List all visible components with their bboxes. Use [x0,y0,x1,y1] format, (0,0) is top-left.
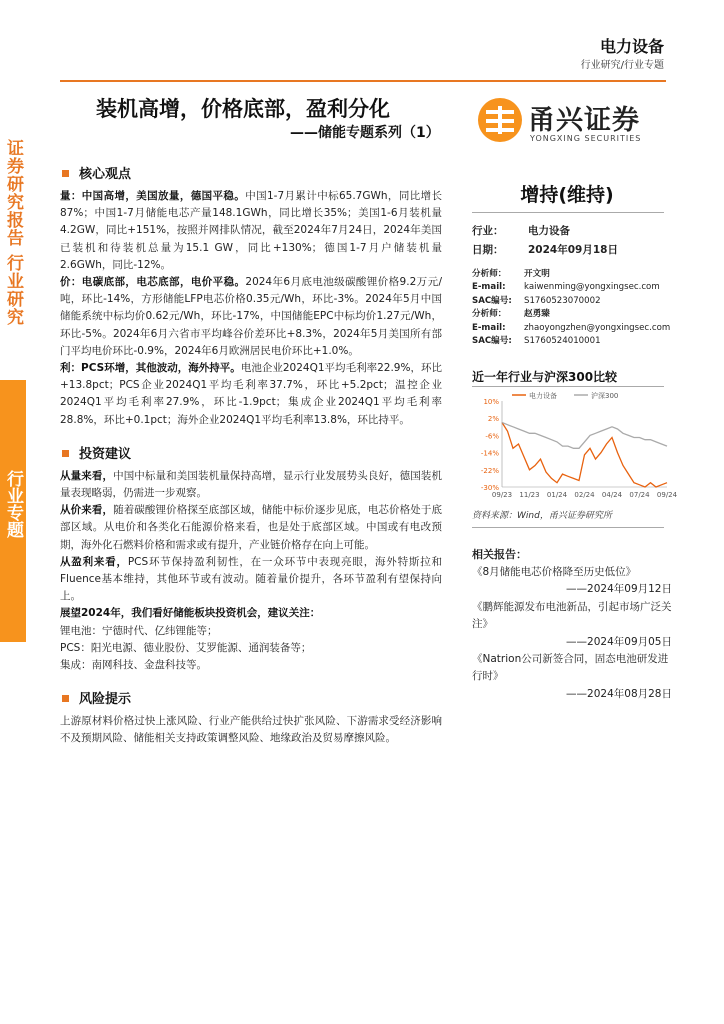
y-tick-label: 2% [487,415,499,424]
related-heading: 相关报告： [472,548,527,561]
related-list [472,564,672,703]
header-subtitle: 行业研究/行业专题 [580,60,664,71]
risk-heading: 风险提示 [60,688,442,707]
company-logo [470,90,670,150]
series-line-1 [502,423,667,449]
x-tick-label: 02/24 [574,491,595,499]
divider [472,386,664,387]
legend-label: 电力设备 [529,392,557,400]
x-tick-label: 01/24 [546,491,568,499]
y-tick-label: -30% [480,484,499,492]
divider [472,212,664,213]
related-date: ——2024年09月05日 [566,635,672,648]
chart-title: 近一年行业与沪深300比较 [472,370,618,384]
analyst-email[interactable]: zhaoyongzhen@yongxingsec.com [524,322,671,333]
risk-text: 上游原材料价格过快上涨风险、行业产能供给过快扩张风险、下游需求受经济影响不及预期风险、储能相关支持政策调整风险、地缘政治及贸易摩擦风险。 [60,715,442,745]
x-tick-label: 11/23 [519,491,540,499]
y-tick-label: -6% [485,432,499,441]
pick-item: PCS：阳光电源、德业股份、艾罗能源、通润装备等； [60,641,312,654]
y-tick-label: -14% [480,449,499,458]
header-rule [60,80,666,82]
bullet-square-icon [62,695,69,702]
related-item[interactable]: 《8月储能电芯价格降至历史低位》 [472,566,637,578]
bullet-square-icon [62,170,69,177]
report-subtitle: ——储能专题系列（1） [290,125,440,141]
logo-english: YONGXING SECURITIES [530,134,642,143]
related-date: ——2024年08月28日 [566,687,672,700]
header-industry: 电力设备 [599,37,664,56]
divider [472,527,664,528]
core-heading: 核心观点 [60,163,442,182]
related-item[interactable]: 《Natrion公司新签合同，固态电池研发进行时》 [472,653,669,683]
x-tick-label: 09/24 [656,491,678,499]
sidebar-tag-label: 行业专题 [3,470,23,538]
core-para: 价：电碳底部，电芯底部，电价平稳。2024年6月底电池级碳酸锂价格9.2万元/吨，环比-14%，方形储能LFP电芯价格0.35元/Wh，环比-3%。2024年5月中国储能系统中标均价0.62元/Wh，环比-17%，中国储能EPC中标均价1.27元/Wh，环比-5%。2024年6月六省市平均峰谷价差环比+8.3%，2024年5月美国所有部门平均电价环比-0.9%，2024年6月欧洲居民电价环比+1.0%。 [60,276,443,357]
info-industry: 电力设备 [528,225,570,237]
sidebar-label: 证券研究报告 行业研究 [3,138,23,326]
related-item[interactable]: 《鹏辉能源发布电池新品，引起市场广泛关注》 [472,600,672,631]
info-date: 2024年09月18日 [528,244,618,256]
advice-para: 从盈利来看，PCS环节保持盈利韧性，在一众环节中表现亮眼，海外特斯拉和Fluence基本维持，其他环节或有波动。随着量价提升，各环节盈利有望保持向上。 [60,555,443,603]
advice-para: 展望2024年，我们看好储能板块投资机会，建议关注： [60,607,321,620]
main-column [60,155,442,748]
x-tick-label: 09/23 [491,491,513,499]
analyst-block: 分析师： 开文明 E-mail: kaiwenming@yongxingsec.com SAC编号: S1760523070002 分析师： 赵勇臻 E-mail: zhaoyongzhen@yongxingsec.com SAC编号: S1760524010001 [472,269,671,347]
bullet-square-icon [62,450,69,457]
rating: 增持(维持) [520,184,614,206]
x-tick-label: 04/24 [601,491,623,499]
comparison-chart [472,389,678,507]
logo-name: 甬兴证券 [528,105,640,136]
y-tick-label: -22% [480,466,499,475]
x-tick-label: 07/24 [629,491,650,499]
core-para: 利：PCS环增，其他波动，海外持平。电池企业2024Q1平均毛利率22.9%，环比+13.8pct；PCS企业2024Q1平均毛利率37.7%，环比+5.2pct；温控企业2024Q1平均毛利率27.9%，环比-1.9pct；集成企业2024Q1平均毛利率28.8%，环比+0.1pct；海外企业2024Q1平均毛利率13.8%，环比持平。 [60,362,442,426]
info-block: 行业： 电力设备 日期： 2024年09月18日 [472,225,618,256]
pick-item: 锂电池：宁德时代、亿纬锂能等； [60,624,218,637]
advice-para: 从价来看，随着碳酸锂价格探至底部区域，储能中标价逐步见底，电芯价格处于底部区域。从电价和各类化石能源价格来看，也是处于底部区域。中国或有电改预期，海外化石燃料价格和需求或有提升，产业链价格存在向上可能。 [60,504,443,551]
core-para: 量：中国高增，美国放量，德国平稳。中国1-7月累计中标65.7GWh，同比增长87%；中国1-7月储能电芯产量148.1GWh，同比增长35%；美国1-6月装机量4.2GW，同比+151%，按照并网排队情况，截至2024年7月24日，2024年美国已装机和待装机总量为15.1 GW，同比+130%；德国1-7月户储装机量2.6GWh，同比-12%。 [60,190,443,271]
advice-para: 从量来看，中国中标量和美国装机量保持高增，显示行业发展势头良好，德国装机量表现略弱，仍需进一步观察。 [60,469,443,500]
legend-label: 沪深300 [591,392,619,400]
report-title: 装机高增，价格底部，盈利分化 [96,97,390,121]
related-date: ——2024年09月12日 [566,583,672,596]
y-tick-label: 10% [483,398,499,406]
analyst-email[interactable]: kaiwenming@yongxingsec.com [524,282,660,293]
pick-item: 集成：南网科技、金盘科技等。 [60,659,207,672]
chart-source: 资料来源：Wind，甬兴证券研究所 [472,511,612,521]
advice-heading: 投资建议 [60,443,442,462]
